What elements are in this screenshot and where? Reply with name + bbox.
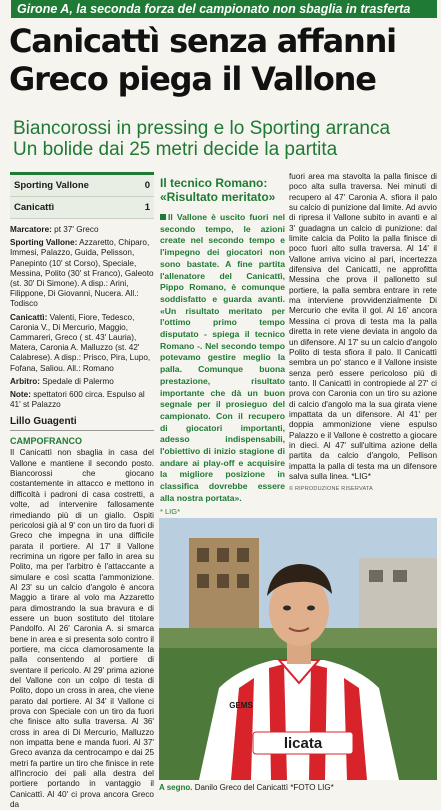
author-byline: Lillo Guagenti <box>10 416 154 431</box>
referee-line: Arbitro: Spedale di Palermo <box>10 376 114 386</box>
box-title-line-2: «Risultato meritato» <box>160 190 276 204</box>
player-photo-illustration <box>159 518 437 780</box>
left-column <box>10 172 154 810</box>
scoreboard <box>10 172 154 219</box>
team-goals: 1 <box>144 202 150 213</box>
caption-credit: *FOTO LIG* <box>288 783 334 792</box>
box-signature: * LIG* <box>160 506 181 516</box>
caption-label: A segno. <box>159 783 193 792</box>
team-name: Sporting Vallone <box>14 180 89 191</box>
sidebar-box <box>160 176 285 526</box>
lineup-sporting: Sporting Vallone: Azzaretto, Chiparo, Immesi, Palazzo, Guida, Pelisson, Panepinto (10' st Corso), Speciale, Messina, Polito (30' st Franco), Galeoto (st. 30' Di Simone). A disp.: Arini, Filippone, Di Giovanni, Nucera. All.: Todisco <box>10 238 154 309</box>
scorer-line: Marcatore: pt 37' Greco <box>10 225 99 234</box>
score-row <box>10 197 154 219</box>
dateline: CAMPOFRANCO <box>10 436 82 447</box>
subheadline-line-1: Biancorossi in pressing e lo Sporting arranca <box>13 118 391 139</box>
score-row <box>10 175 154 197</box>
shirt-sponsor-top: GEMS <box>229 701 253 710</box>
subheadline-line-2: Un bolide dai 25 metri decide la partita <box>13 139 338 160</box>
bullet-square-icon <box>160 214 166 220</box>
player-photo <box>159 518 437 780</box>
shirt-sponsor: licata <box>283 735 323 752</box>
article-body-left: Il Canicattì non sbaglia in casa del Vallone e mantiene il secondo posto. Biancorossi che giocano costantemente in attacco e mettono in difficoltà i padroni di casa costretti, a volte, ad intervenire fallosamente rimediando più di un giallo. Ospiti pericolosi già al 9' con un tiro da fuori di Greco che impegna in una difficile parata il portiere. Al 17' il Vallone recrimina un rigore per fallo in area su Polito, ma per l'arbitro è l'attaccante a simulare e così scatta l'ammonizione. Al 23' su un calcio d'angolo è ancora Maggio a tirare al volo ma Azzaretto para dimostrando la sua bravura e di essere un buon sostituto del titolare Pandolfo. Al 26' Caronia A. si smarca bene in area e si presenta solo contro il portiere, ma cicca clamorosamente la palla consentendo al portiere di sventare il pericolo. Al 29' prima azione del Vallone con un colpo di testa di Polito, dopo un cross in area, che viene parato dal portiere. Al 34' il Vallone ci prova con Speciale con un tiro da fuori che finisce alto sulla traversa. Al 36' cross in area di Di Mercurio, Malluzzo non impatta bene e manda fuori. Al 37' Greco avanza da centrocampo e dai 25 metri fa partire un tiro che finisce in rete all'incrocio dei pali alla destra del portiere portando in vantaggio il Canicattì. Al 40' ci prova ancora Greco da <box>10 448 154 810</box>
match-details <box>10 225 154 410</box>
box-title-line-1: Il tecnico Romano: <box>160 176 268 190</box>
article-copyright: © RIPRODUZIONE RISERVATA <box>289 486 373 493</box>
photo-caption <box>159 783 437 792</box>
notes-line: Note: spettatori 600 circa. Espulso al 41' st Palazzo <box>10 390 145 410</box>
article-body-right: fuori area ma stavolta la palla finisce di poco alta sulla traversa. Nei minuti di recupero al 47' Caronia A. sfiora il palo su calcio di punizione dal limite. Ad avvio di ripresa il Vallone subito in avanti e al 3' guadagna un calcio di punizione: dal limite calcia da Polito la palla finisce di poco fuori alto sulla traversa. Al 14' il Vallone arriva vicino al pari, incertezza difensiva del Canicattì, ne approfitta Messina che prova il pallonetto sul portiere, la palla sembra entrare in rete ma interviene provvidenzialmente Di Mercurio che evita il gol. Al 16' ancora Messina ci prova di testa ma la palla diretta in rete viene deviata in angolo da un difensore. Al 17' su un calcio d'angolo Polito di testa sfiora il palo. Il Canicattì sembra un po' stanco e il Vallone insiste senza però essere pericoloso più di tanto. Il Canicattì in contropiede al 27' ci prova con Caronia con un tiro su azione di calcio d'angolo ma la sua girata viene impattata da un difensore. Al 41' per doppia ammonizione viene espulso Palazzo e il Vallone è costretto a giocare in dieci. Al 47' sull'ultima azione della partita da calcio d'angolo, Pellison impatta la palla di testa ma un difensore salva sulla linea. *LIG* <box>289 172 437 481</box>
right-column <box>289 172 437 492</box>
headline-line-2: Greco piega il Vallone <box>9 60 376 98</box>
headline-line-1: Canicattì senza affanni <box>9 22 396 60</box>
team-name: Canicattì <box>14 202 55 213</box>
caption-text: Danilo Greco del Canicattì <box>192 783 289 792</box>
lineup-canicatti: Canicattì: Valenti, Fiore, Tedesco, Caronia V., Di Mercurio, Maggio, Cammareri, Greco ( st. 43' Lauria), Matera, Caronia A. Malluzzo (st. 42' Calabrese). A disp.: Prisco, Pira, Lupo, Fofana, Saliou. All.: Romano <box>10 312 151 373</box>
kicker-bar: Girone A, la seconda forza del campionato non sbaglia in trasferta <box>11 0 437 18</box>
team-goals: 0 <box>144 180 150 191</box>
box-text: Il Vallone è uscito fuori nel secondo tempo, le azioni create nel secondo tempo e l'impegno dei giocatori non sono bastate. A fine partita l'allenatore del Canicattì, Pippo Romano, è comunque soddisfatto e guarda avanti. «Un risultato meritato per l'ottimo primo tempo disputato - spiega il tecnico Romano -. Nel secondo tempo potevamo gestire meglio la palla. Comunque buona prestazione, risultato importante che dà un buon segnale per il prosieguo del campionato. Con il recupero di giocatori importanti, adesso indispensabili, l'obiettivo di inizio stagione di andare ai play-off e acquisire la migliore posizione in classifica dovrebbe essere alla nostra portata». <box>160 212 285 503</box>
